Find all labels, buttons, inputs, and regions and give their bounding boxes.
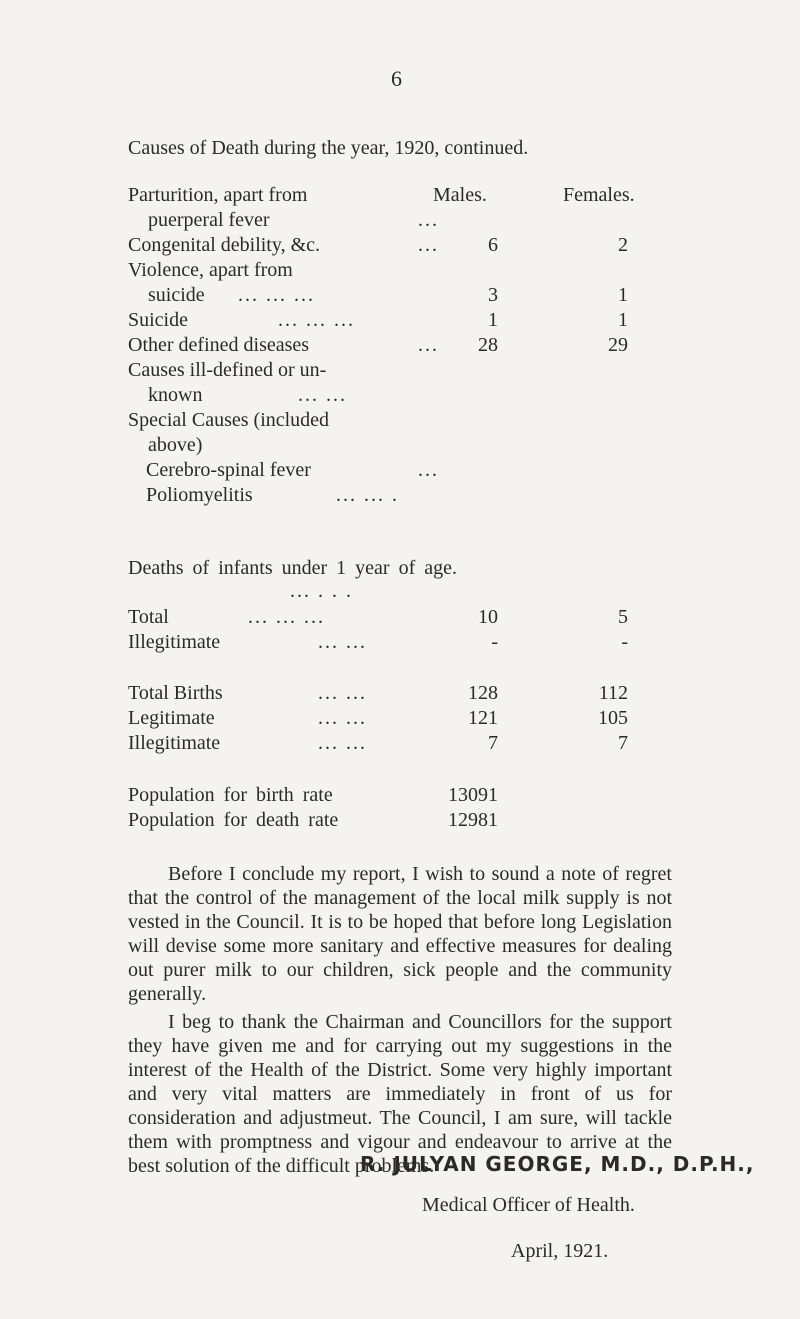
males-value: 28 (478, 334, 498, 356)
infants-heading: Deaths of infants under 1 year of age. (128, 557, 457, 579)
closing-paragraph-1 (128, 862, 672, 1006)
cause-label: Suicide (128, 309, 188, 331)
births-label: Legitimate (128, 707, 215, 729)
signature-title: Medical Officer of Health. (422, 1194, 635, 1216)
leader-dots: ... ... (318, 631, 367, 653)
column-header-males: Males. (433, 184, 487, 206)
leader-dots: ... (418, 209, 439, 231)
cause-label-cont: known (148, 384, 203, 406)
leader-dots: ... (418, 234, 439, 256)
males-value: 10 (478, 606, 498, 628)
births-label: Total Births (128, 682, 223, 704)
females-value: 5 (618, 606, 628, 628)
females-value: 112 (598, 682, 628, 704)
cause-label: Poliomyelitis (146, 484, 253, 506)
population-label: Population for death rate (128, 809, 339, 831)
leader-dots: ... ... ... (248, 606, 325, 628)
leader-dots: ... (418, 459, 439, 481)
cause-label: Violence, apart from (128, 259, 293, 281)
cause-label: Causes ill-defined or un- (128, 359, 327, 381)
females-value: 2 (618, 234, 628, 256)
leader-dots: ... . . . (290, 580, 353, 602)
signature-name: R. JULYAN GEORGE, M.D., D.P.H., (360, 1152, 755, 1176)
cause-label-cont: suicide (148, 284, 205, 306)
cause-label: Special Causes (included (128, 409, 330, 431)
males-value: 6 (488, 234, 498, 256)
population-label: Population for birth rate (128, 784, 333, 806)
leader-dots: ... ... (318, 682, 367, 704)
cause-label: Cerebro-spinal fever (146, 459, 311, 481)
females-value: 105 (598, 707, 628, 729)
cause-label: Other defined diseases (128, 334, 310, 356)
leader-dots: ... ... ... (278, 309, 355, 331)
signature-date: April, 1921. (511, 1240, 609, 1262)
section-heading: Causes of Death during the year, 1920, continued. (128, 137, 529, 159)
cause-label-cont: puerperal fever (148, 209, 270, 231)
leader-dots: ... ... (318, 707, 367, 729)
population-value: 13091 (448, 784, 498, 806)
paragraph-text: Before I conclude my report, I wish to sound a note of regret that the control of the management of the local milk supply is not vested in the Council. It is to be hoped that before long Legislation will devise some more sanitary and effective measures for dealing out purer milk to our children, sick people and the community generally. (128, 863, 672, 1005)
leader-dots: ... ... (318, 732, 367, 754)
infants-label: Illegitimate (128, 631, 221, 653)
females-value: 29 (608, 334, 628, 356)
males-value: 3 (488, 284, 498, 306)
leader-dots: ... (418, 334, 439, 356)
males-value: 1 (488, 309, 498, 331)
males-value: 7 (488, 732, 498, 754)
cause-label: Parturition, apart from (128, 184, 308, 206)
cause-label-cont: above) (148, 434, 203, 456)
population-value: 12981 (448, 809, 498, 831)
males-value: 121 (468, 707, 498, 729)
males-value: - (491, 631, 498, 653)
females-value: 1 (618, 284, 628, 306)
females-value: - (621, 631, 628, 653)
column-header-females: Females. (563, 184, 635, 206)
births-label: Illegitimate (128, 732, 221, 754)
leader-dots: ... ... (298, 384, 347, 406)
page-number: 6 (391, 66, 402, 91)
infants-label: Total (128, 606, 169, 628)
males-value: 128 (468, 682, 498, 704)
females-value: 1 (618, 309, 628, 331)
cause-label: Congenital debility, &c. (128, 234, 321, 256)
females-value: 7 (618, 732, 628, 754)
leader-dots: ... ... . (336, 484, 399, 506)
paragraph-text: I beg to thank the Chairman and Councillors for the support they have given me and for carrying out my suggestions in the interest of the Health of the District. Some very highly important and very vital matters are immediately in front of us for consideration and adjustmeut. The Council, I am sure, will tackle them with promptness and vigour and endeavour to arrive at the best solution of the difficult problems. (128, 1011, 672, 1177)
leader-dots: ... ... ... (238, 284, 315, 306)
